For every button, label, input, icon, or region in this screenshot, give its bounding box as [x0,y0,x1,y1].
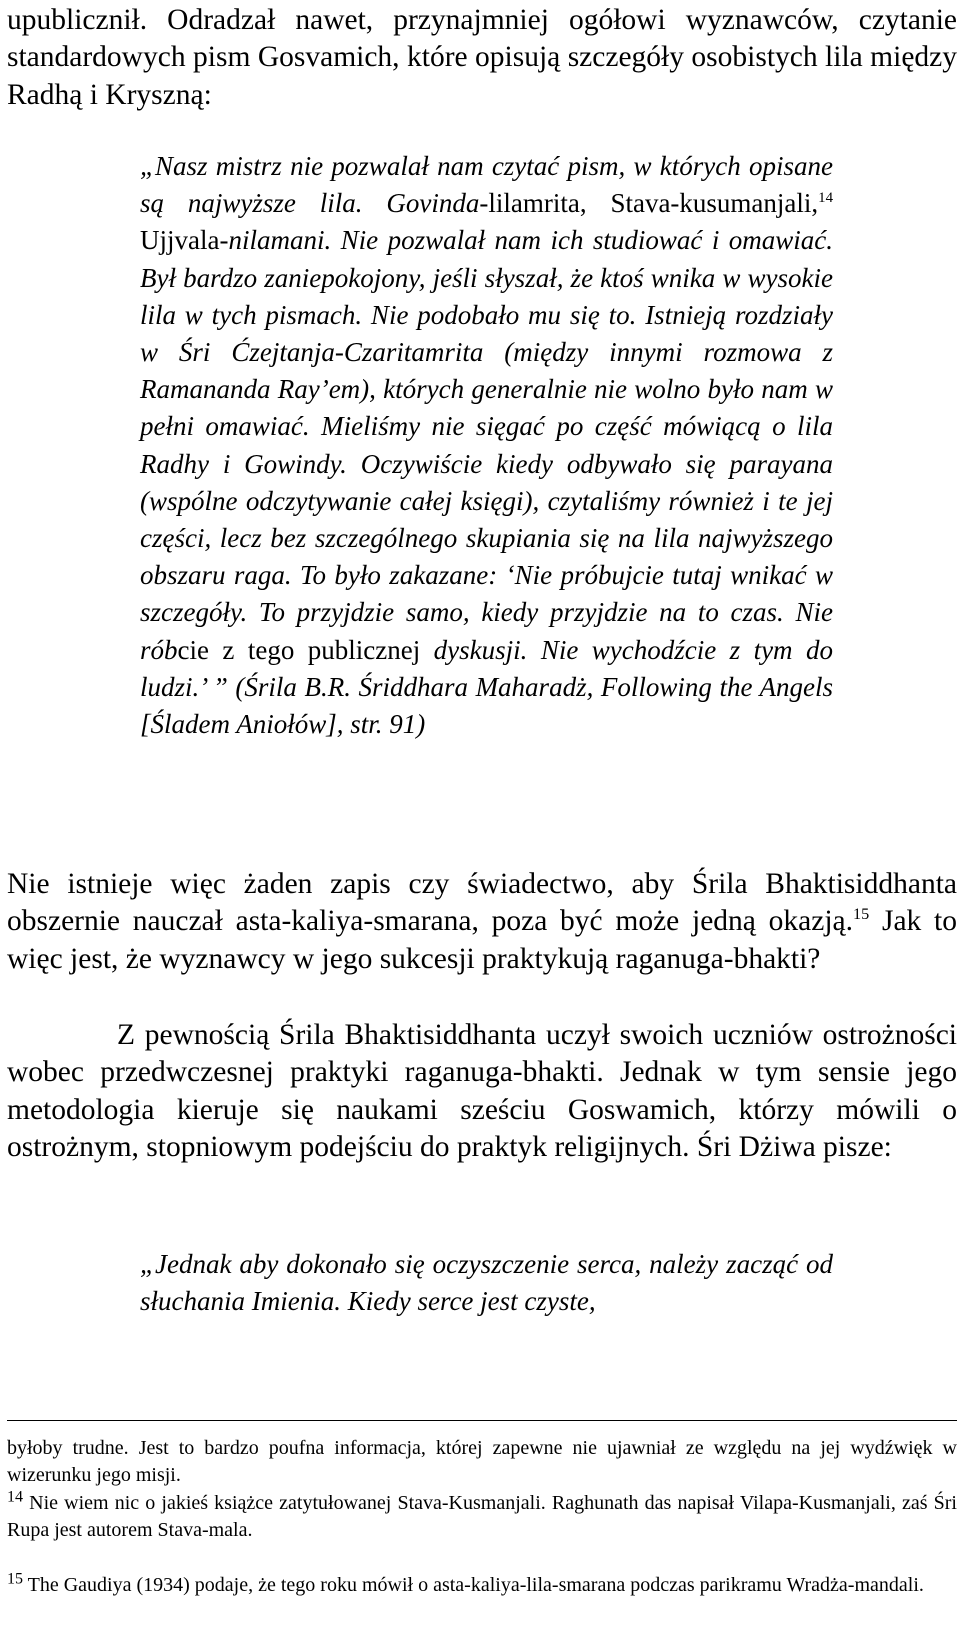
footnote-ref-15[interactable]: 15 [853,905,870,924]
footnote-14-text: Nie wiem nic o jakieś książce zatytułowanej Stava-Kusmanjali. Raghunath das napisał Vilapa-Kusmanjali, zaś Śri Rupa jest autorem Stava-mala. [7,1492,957,1541]
footnote-continuation: byłoby trudne. Jest to bardzo poufna informacja, której zapewne nie ujawniał ze względu na jej wydźwięk w wizerunku jego misji. [7,1437,957,1486]
quote-text-continued: nilamani. Nie pozwalał nam ich studiować i omawiać. Był bardzo zaniepokojony, jeśli słyszał, że ktoś wnika w wysokie lila w tych pismach. Nie podobało mu się to. Istnieją rozdziały w Śri Ćzejtanja-Czaritamrita (między innymi rozmowa z Ramananda Ray’em), których generalnie nie wolno było nam w pełni omawiać. Mieliśmy nie sięgać po część mówiącą o lila Radhy i Gowindy. Oczywiście kiedy odbywało się parayana (wspólne odczytywanie całej księgi), czytaliśmy również i te jej części, lecz bez szczególnego skupiania się na lila najwyższego obszaru raga. To było zakazane: ‘Nie próbujcie tutaj wnikać w szczegóły. To przyjdzie samo, kiedy przyjdzie na to czas. Nie rób [140,225,833,665]
paragraph-text-continued: Jak to więc jest, że wyznawcy w jego sukcesji praktykują raganuga-bhakti? [7,905,957,975]
paragraph-text: Nie istnieje więc żaden zapis czy świadectwo, aby Śrila Bhaktisiddhanta obszernie nauczał asta-kaliya-smarana, poza być może jedną okazją. [7,868,957,938]
footnote-15 [7,1572,957,1599]
quote-text: „Nasz mistrz nie pozwalał nam czytać pism, w których opisane są najwyższe lila. [140,151,833,219]
quote-term-govinda: Govinda [386,188,480,219]
footnote-15-text: The Gaudiya (1934) podaje, że tego roku mówił o asta-kaliya-lila-smarana podczas parikramu Wradża-mandali. [23,1574,924,1596]
paragraph-bhaktisiddhanta: Z pewnością Śrila Bhaktisiddhanta uczył swoich uczniów ostrożności wobec przedwczesnej praktyki raganuga-bhakti. Jednak w tym sensie jego metodologia kieruje się naukami sześciu Goswamich, którzy mówili o ostrożnym, stopniowym podejściu do praktyk religijnych. Śri Dżiwa pisze: [7,1019,957,1163]
footnote-number-15: 15 [7,1570,23,1588]
footnote-number-14: 14 [7,1488,23,1506]
footnote-divider [7,1420,957,1421]
block-quote-maharaj [140,148,833,743]
quote-term-ujjvala: Ujjvala- [140,225,229,256]
block-quote-jiva: „Jednak aby dokonało się oczyszczenie serca, należy zacząć od słuchania Imienia. Kiedy serce jest czyste, [140,1249,833,1317]
top-paragraph: upublicznił. Odradzał nawet, przynajmniej ogółowi wyznawców, czytanie standardowych pism Gosvamich, które opisują szczegóły osobistych lila między Radhą i Kryszną: [7,4,957,111]
quote-text-upright: cie z tego publicznej [177,634,421,665]
footnote-ref-14[interactable]: 14 [818,190,833,207]
footnote-14 [7,1490,957,1544]
paragraph-no-record [7,866,957,978]
quote-citation: dyskusji. Nie wychodźcie z tym do ludzi.’ ” (Śrila B.R. Śriddhara Maharadż, Following the Angels [Śladem Aniołów], str. 91) [140,634,833,740]
quote-term-lilamrita: -lilamrita, Stava-kusumanjali, [479,188,819,219]
